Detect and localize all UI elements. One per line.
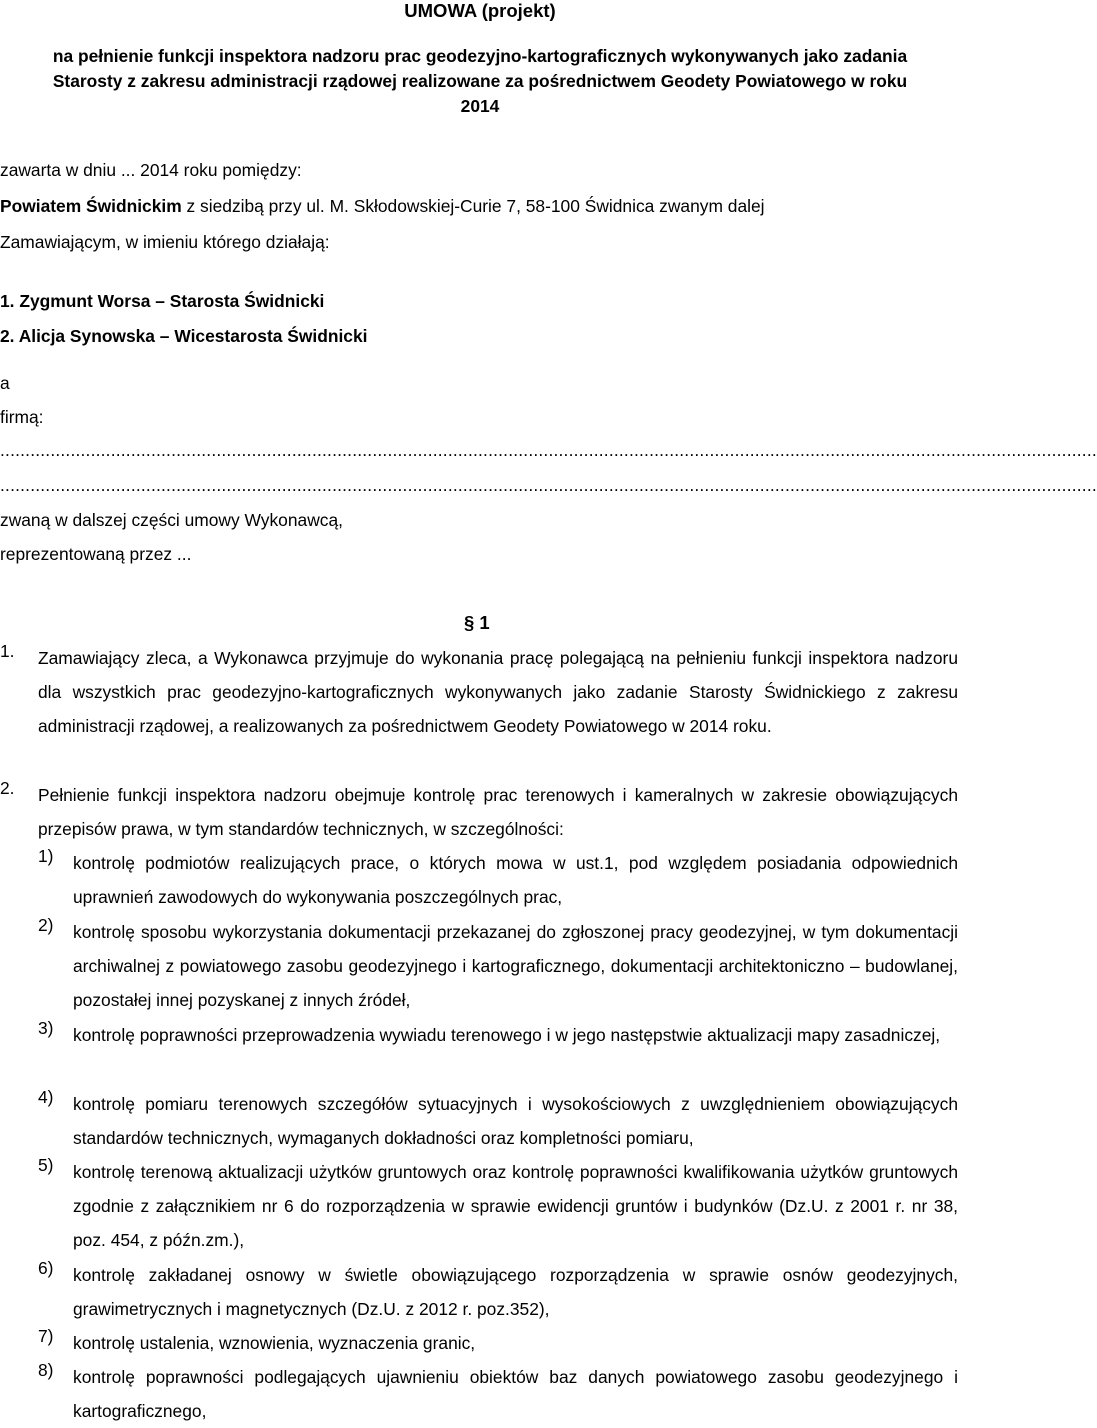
paragraph-1-number: 1. [0,641,15,661]
list-item-number: 4) [38,1087,54,1107]
representative-1: 1. Zygmunt Worsa – Starosta Świdnicki [0,291,325,311]
list-item: kontrolę pomiaru terenowych szczegółów sytuacyjnych i wysokościowych z uwzględnieniem obowiązujących standardów technicznych, wymaganych dokładności oraz kompletności pomiaru, [73,1094,958,1148]
contractor-line: zwaną w dalszej części umowy Wykonawcą, [0,510,343,530]
list-item: kontrolę zakładanej osnowy w świetle obowiązującego rozporządzenia w sprawie osnów geodezyjnych, grawimetrycznych i magnetycznych (Dz.U. z 2012 r. poz.352), [73,1265,958,1319]
party1-name: Powiatem Świdnickim [0,196,182,216]
firm-label: firmą: [0,407,44,427]
party1-line [0,196,765,217]
list-item-number: 8) [38,1360,54,1380]
firm-dots-line-2: .......................................................................................................................................................................................................................... [0,475,1097,495]
document-subtitle: na pełnienie funkcji inspektora nadzoru prac geodezyjno-kartograficznych wykonywanych jako zadania Starosty z zakresu administracji rządowej realizowane za pośrednictwem Geodety Powiatowego w roku 2014 [52,46,908,116]
list-item: kontrolę terenową aktualizacji użytków gruntowych oraz kontrolę poprawności kwalifikowania użytków gruntowych zgodnie z załącznikiem nr 6 do rozporządzenia w sprawie ewidencji gruntów i budynków (Dz.U. z 2001 r. nr 38, poz. 454, z późn.zm.), [73,1162,958,1250]
list-item-number: 2) [38,915,54,935]
list-item-number: 3) [38,1018,54,1038]
party1-address: z siedzibą przy ul. M. Skłodowskiej-Curie 7, 58-100 Świdnica zwanym dalej [181,196,765,216]
paragraph-1-text: Zamawiający zleca, a Wykonawca przyjmuje do wykonania pracę polegającą na pełnieniu funkcji inspektora nadzoru dla wszystkich prac geodezyjno-kartograficznych wykonywanych jako zadanie Starosty Świdnickiego z zakresu administracji rządowej, a realizowanych za pośrednictwem Geodety Powiatowego w 2014 roku. [38,648,958,736]
party1-line2: Zamawiającym, w imieniu którego działają: [0,232,330,252]
list-item: kontrolę podmiotów realizujących prace, o których mowa w ust.1, pod względem posiadania odpowiednich uprawnień zawodowych do wykonywania poszczególnych prac, [73,853,958,907]
list-item-number: 1) [38,846,54,866]
list-item: kontrolę poprawności przeprowadzenia wywiadu terenowego i w jego następstwie aktualizacji mapy zasadniczej, [73,1025,941,1045]
representative-2: 2. Alicja Synowska – Wicestarosta Świdnicki [0,326,368,346]
paragraph-2-text: Pełnienie funkcji inspektora nadzoru obejmuje kontrolę prac terenowych i kameralnych w zakresie obowiązujących przepisów prawa, w tym standardów technicznych, w szczególności: [38,785,958,839]
list-item-number: 7) [38,1326,54,1346]
list-item: kontrolę ustalenia, wznowienia, wyznaczenia granic, [73,1333,476,1353]
represented-by-line: reprezentowaną przez ... [0,544,192,564]
section-mark: § 1 [464,612,490,633]
firm-dots-line-1: .......................................................................................................................................................................................................................... [0,440,1097,460]
list-item-number: 6) [38,1258,54,1278]
conjunction: a [0,373,10,393]
contract-date-line: zawarta w dniu ... 2014 roku pomiędzy: [0,160,302,180]
document-title: UMOWA (projekt) [404,0,556,21]
list-item: kontrolę sposobu wykorzystania dokumentacji przekazanej do zgłoszonej pracy geodezyjnej, w tym dokumentacji archiwalnej z powiatowego zasobu geodezyjnego i kartograficznego, dokumentacji architektoniczno – budowlanej, pozostałej innej pozyskanej z innych źródeł, [73,922,958,1010]
list-item: kontrolę poprawności podlegających ujawnieniu obiektów baz danych powiatowego zasobu geodezyjnego i kartograficznego, [73,1367,958,1421]
list-item-number: 5) [38,1155,54,1175]
paragraph-2-number: 2. [0,778,15,798]
